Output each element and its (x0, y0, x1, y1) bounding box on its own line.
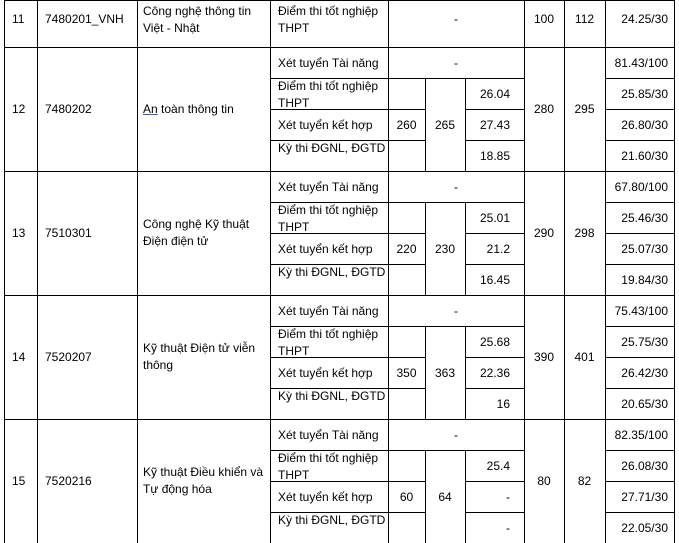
method-score: 25.68 (479, 334, 510, 349)
grid-line-vertical (465, 326, 466, 419)
grid-line-vertical (605, 295, 606, 419)
admission-method: Điểm thi tốt nghiệp THPT (278, 78, 379, 110)
grid-line-vertical (388, 47, 389, 171)
method-score: 21.2 (486, 241, 510, 256)
grid-line-vertical (674, 171, 675, 295)
quota-registered: 82 (577, 474, 592, 488)
program-name: Kỹ thuật Điều khiển và Tự động hóa (143, 465, 264, 496)
grid-line-horizontal (605, 78, 675, 79)
quota-total: 280 (533, 102, 555, 116)
grid-line-vertical (4, 0, 5, 47)
grid-line-horizontal (605, 450, 675, 451)
grid-line-vertical (564, 47, 565, 171)
row-number: 14 (12, 350, 26, 364)
combined-score-placeholder: - (454, 12, 458, 26)
grid-line-horizontal (388, 78, 524, 79)
grid-line-horizontal (605, 233, 675, 234)
method-score: 16.45 (479, 272, 510, 287)
grid-line-horizontal (605, 512, 675, 513)
grid-line-vertical (270, 419, 271, 543)
grid-line-vertical (564, 295, 565, 419)
grid-line-vertical (674, 0, 675, 47)
cutoff-score: 20.65/30 (621, 396, 668, 411)
admission-method: Kỳ thi ĐGNL, ĐGTD (278, 388, 386, 403)
combined-quota-a: 260 (396, 117, 417, 132)
grid-line-vertical (425, 326, 426, 419)
grid-line-horizontal (605, 326, 675, 327)
combined-quota-b: 363 (434, 365, 456, 380)
grid-line-vertical (524, 47, 525, 171)
grid-line-vertical (674, 47, 675, 171)
grid-line-horizontal (388, 326, 524, 327)
grid-line-vertical (388, 295, 389, 419)
cutoff-score: 75.43/100 (614, 303, 668, 318)
method-score: 26.04 (479, 86, 510, 101)
method-score: 25.4 (486, 458, 510, 473)
grid-line-vertical (4, 171, 5, 295)
cutoff-score: 25.85/30 (621, 86, 668, 101)
grid-line-vertical (270, 0, 271, 47)
method-score: 16 (496, 396, 510, 411)
grid-line-vertical (605, 47, 606, 171)
grid-line-horizontal (270, 357, 425, 358)
combined-score-placeholder: - (454, 427, 458, 442)
cutoff-score: 25.75/30 (621, 334, 668, 349)
grid-line-vertical (524, 0, 525, 47)
grid-line-horizontal (270, 388, 425, 389)
grid-line-vertical (425, 78, 426, 171)
grid-line-vertical (4, 47, 5, 171)
quota-total: 80 (537, 474, 551, 488)
grid-line-vertical (270, 171, 271, 295)
grid-line-vertical (465, 78, 466, 171)
grid-line-vertical (564, 171, 565, 295)
grid-line-vertical (605, 419, 606, 543)
admission-method: Điểm thi tốt nghiệp THPT (278, 450, 379, 482)
grid-line-horizontal (388, 450, 524, 451)
grid-line-horizontal (465, 357, 524, 358)
combined-score-placeholder: - (454, 179, 458, 194)
method-score: - (506, 489, 510, 504)
admission-method: Xét tuyển kết hợp (278, 489, 373, 504)
grid-line-horizontal (465, 140, 524, 141)
grid-line-vertical (465, 450, 466, 543)
combined-quota-b: 230 (434, 241, 456, 256)
grid-line-vertical (564, 0, 565, 47)
combined-score-placeholder: - (454, 55, 458, 70)
admission-method: Điểm thi tốt nghiệp THPT (278, 326, 379, 358)
grid-line-horizontal (4, 0, 675, 1)
grid-line-horizontal (465, 388, 524, 389)
row-number: 12 (12, 102, 26, 116)
cutoff-score: 26.08/30 (621, 458, 668, 473)
cutoff-score: 82.35/100 (614, 427, 668, 442)
cutoff-score: 25.07/30 (621, 241, 668, 256)
cutoff-score: 67.80/100 (614, 179, 668, 194)
grid-line-vertical (37, 295, 38, 419)
method-score: 18.85 (479, 148, 510, 163)
quota-registered: 295 (574, 102, 595, 116)
quota-registered: 298 (574, 226, 595, 240)
admission-method: Kỳ thi ĐGNL, ĐGTD (278, 264, 386, 279)
admission-method: Xét tuyển kết hợp (278, 117, 373, 132)
admission-method: Điểm thi tốt nghiệp THPT (278, 202, 379, 234)
grid-line-horizontal (4, 295, 675, 296)
grid-line-horizontal (4, 419, 675, 420)
grid-line-vertical (137, 295, 138, 419)
grid-line-vertical (388, 171, 389, 295)
cutoff-score: 27.71/30 (621, 489, 668, 504)
cutoff-score: 24.25/30 (621, 12, 668, 26)
cutoff-score: 26.42/30 (621, 365, 668, 380)
row-number: 15 (12, 474, 26, 488)
row-number: 11 (12, 12, 25, 26)
admission-method: Xét tuyển kết hợp (278, 365, 373, 380)
grid-line-vertical (674, 419, 675, 543)
method-score: - (506, 520, 510, 535)
program-code: 7480201_VNH (45, 12, 124, 26)
grid-line-vertical (4, 295, 5, 419)
grid-line-vertical (4, 419, 5, 543)
grid-line-vertical (137, 419, 138, 543)
grid-line-vertical (137, 171, 138, 295)
grid-line-horizontal (605, 481, 675, 482)
grid-line-horizontal (270, 512, 425, 513)
combined-quota-b: 265 (434, 117, 456, 132)
grid-line-vertical (37, 419, 38, 543)
grid-line-vertical (388, 0, 389, 47)
program-code: 7510301 (45, 226, 92, 240)
cutoff-score: 26.80/30 (621, 117, 668, 132)
program-name-underlined: An (143, 102, 158, 116)
grid-line-horizontal (270, 109, 425, 110)
cutoff-score: 22.05/30 (621, 520, 668, 535)
program-code: 7480202 (45, 102, 92, 116)
grid-line-vertical (137, 0, 138, 47)
grid-line-vertical (674, 295, 675, 419)
grid-line-vertical (524, 295, 525, 419)
cutoff-score: 81.43/100 (614, 55, 668, 70)
grid-line-horizontal (465, 512, 524, 513)
admission-method: Xét tuyển kết hợp (278, 241, 373, 256)
cutoff-score: 21.60/30 (621, 148, 668, 163)
grid-line-horizontal (270, 140, 425, 141)
admission-method: Xét tuyển Tài năng (278, 303, 379, 318)
program-name (143, 98, 268, 120)
program-name-rest: toàn thông tin (157, 102, 234, 116)
admission-method: Xét tuyển Tài năng (278, 55, 379, 70)
row-number: 13 (12, 226, 26, 240)
grid-line-vertical (425, 450, 426, 543)
grid-line-horizontal (465, 109, 524, 110)
grid-line-horizontal (605, 357, 675, 358)
admission-method: Xét tuyển Tài năng (278, 179, 379, 194)
grid-line-vertical (605, 0, 606, 47)
grid-line-horizontal (4, 171, 675, 172)
grid-line-horizontal (270, 233, 425, 234)
combined-quota-a: 220 (396, 241, 417, 256)
program-name: Kỹ thuật Điện tử viễn thông (143, 341, 256, 372)
grid-line-vertical (137, 47, 138, 171)
grid-line-vertical (605, 171, 606, 295)
program-code: 7520216 (45, 474, 92, 488)
grid-line-vertical (524, 171, 525, 295)
grid-line-vertical (465, 202, 466, 295)
grid-line-horizontal (605, 202, 675, 203)
grid-line-vertical (524, 419, 525, 543)
grid-line-horizontal (605, 264, 675, 265)
grid-line-horizontal (605, 140, 675, 141)
cutoff-score: 25.46/30 (621, 210, 668, 225)
grid-line-horizontal (605, 388, 675, 389)
grid-line-horizontal (465, 481, 524, 482)
grid-line-horizontal (4, 47, 675, 48)
combined-score-placeholder: - (454, 303, 458, 318)
combined-quota-a: 350 (396, 365, 417, 380)
grid-line-horizontal (465, 264, 524, 265)
program-code: 7520207 (45, 350, 92, 364)
program-name: Công nghệ Kỹ thuật Điện điện tử (143, 217, 250, 248)
grid-line-vertical (564, 419, 565, 543)
grid-line-vertical (37, 171, 38, 295)
method-score: 22.36 (479, 365, 510, 380)
admission-method: Kỳ thi ĐGNL, ĐGTD (278, 140, 386, 155)
cutoff-score: 19.84/30 (621, 272, 668, 287)
grid-line-vertical (270, 47, 271, 171)
grid-line-vertical (37, 0, 38, 47)
grid-line-horizontal (388, 202, 524, 203)
method-score: 25.01 (479, 210, 510, 225)
method-score: 27.43 (479, 117, 510, 132)
program-name: Công nghệ thông tin Việt - Nhật (143, 4, 252, 35)
grid-line-vertical (425, 202, 426, 295)
grid-line-vertical (388, 419, 389, 543)
grid-line-horizontal (270, 264, 425, 265)
grid-line-vertical (270, 295, 271, 419)
grid-line-vertical (37, 47, 38, 171)
admission-method: Kỳ thi ĐGNL, ĐGTD (278, 512, 386, 527)
quota-registered: 112 (574, 12, 595, 26)
quota-registered: 401 (574, 350, 595, 364)
grid-line-horizontal (465, 233, 524, 234)
quota-total: 100 (533, 12, 555, 26)
quota-total: 290 (533, 226, 555, 240)
grid-line-horizontal (270, 481, 425, 482)
admission-method: Điểm thi tốt nghiệp THPT (278, 4, 379, 35)
quota-total: 390 (533, 350, 555, 364)
combined-quota-a: 60 (399, 489, 414, 504)
admission-method: Xét tuyển Tài năng (278, 427, 379, 442)
combined-quota-b: 64 (438, 489, 452, 504)
grid-line-horizontal (605, 109, 675, 110)
